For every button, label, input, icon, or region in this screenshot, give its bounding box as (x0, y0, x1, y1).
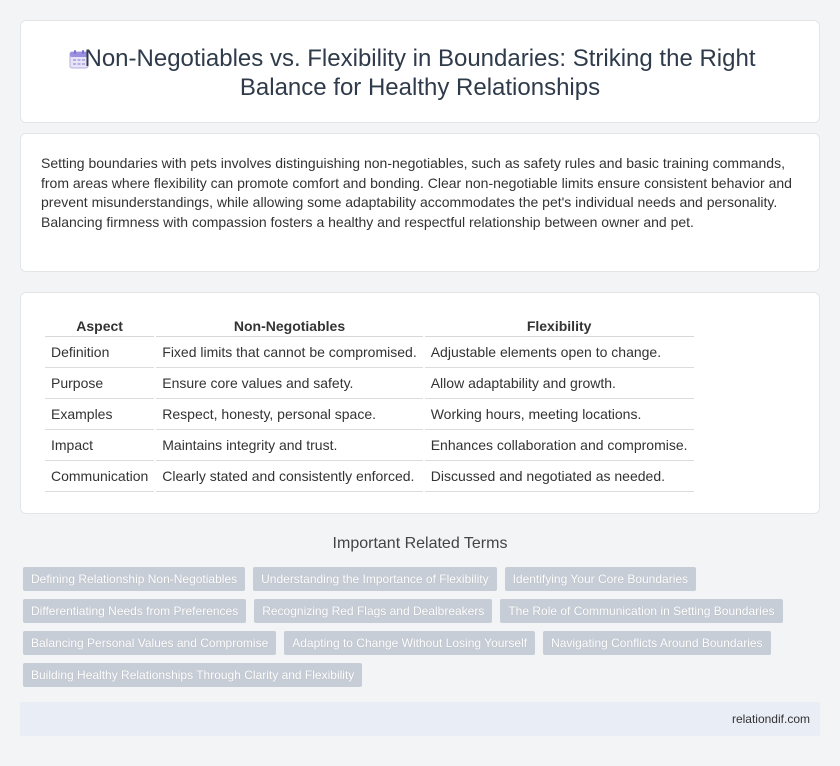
related-term-tag[interactable]: Recognizing Red Flags and Dealbreakers (254, 599, 492, 623)
footer-site-link[interactable]: relationdif.com (731, 712, 810, 726)
related-term-tag[interactable]: Navigating Conflicts Around Boundaries (543, 631, 770, 655)
related-term-tag[interactable]: Identifying Your Core Boundaries (505, 567, 696, 591)
table-header-row (45, 315, 694, 337)
comparison-card (20, 292, 820, 514)
table-cell: Fixed limits that cannot be compromised. (156, 337, 422, 368)
table-row (45, 399, 694, 430)
column-header-non-negotiables: Non-Negotiables (156, 315, 422, 337)
table-row (45, 337, 694, 368)
column-header-aspect: Aspect (45, 315, 154, 337)
table-cell: Communication (45, 461, 154, 492)
table-row (45, 430, 694, 461)
table-row (45, 461, 694, 492)
related-term-tag[interactable]: Adapting to Change Without Losing Yourself (284, 631, 535, 655)
table-cell: Clearly stated and consistently enforced. (156, 461, 422, 492)
related-term-tag[interactable]: Understanding the Importance of Flexibility (253, 567, 496, 591)
table-cell: Respect, honesty, personal space. (156, 399, 422, 430)
header-card (20, 20, 820, 123)
table-cell: Maintains integrity and trust. (156, 430, 422, 461)
table-cell: Impact (45, 430, 154, 461)
related-terms-heading: Important Related Terms (332, 535, 508, 552)
column-header-flexibility: Flexibility (425, 315, 694, 337)
related-term-tag[interactable]: The Role of Communication in Setting Boundaries (500, 599, 782, 623)
related-term-tag[interactable]: Defining Relationship Non-Negotiables (23, 567, 245, 591)
table-cell: Working hours, meeting locations. (425, 399, 694, 430)
intro-text: Setting boundaries with pets involves distinguishing non-negotiables, such as safety rules and basic training commands, from areas where flexibility can promote comfort and bonding. Clear non-negotiable limits ensure consistent behavior and prevent misunderstandings, while allowing some adaptability accommodates the pet's individual needs and personality. Balancing firmness with compassion fosters a healthy and respectful relationship between owner and pet. (41, 155, 792, 230)
table-row (45, 368, 694, 399)
comparison-table (43, 315, 696, 492)
table-cell: Adjustable elements open to change. (425, 337, 694, 368)
related-term-tag[interactable]: Balancing Personal Values and Compromise (23, 631, 276, 655)
page-title: Non-Negotiables vs. Flexibility in Boundaries: Striking the Right Balance for Healthy Relationships (84, 45, 756, 101)
table-cell: Examples (45, 399, 154, 430)
table-cell: Discussed and negotiated as needed. (425, 461, 694, 492)
intro-card (20, 133, 820, 272)
related-term-tag[interactable]: Differentiating Needs from Preferences (23, 599, 246, 623)
table-cell: Enhances collaboration and compromise. (425, 430, 694, 461)
table-cell: Ensure core values and safety. (156, 368, 422, 399)
table-cell: Purpose (45, 368, 154, 399)
related-terms-list (23, 567, 813, 695)
footer (20, 702, 820, 736)
table-cell: Allow adaptability and growth. (425, 368, 694, 399)
related-term-tag[interactable]: Building Healthy Relationships Through Clarity and Flexibility (23, 663, 362, 687)
table-cell: Definition (45, 337, 154, 368)
